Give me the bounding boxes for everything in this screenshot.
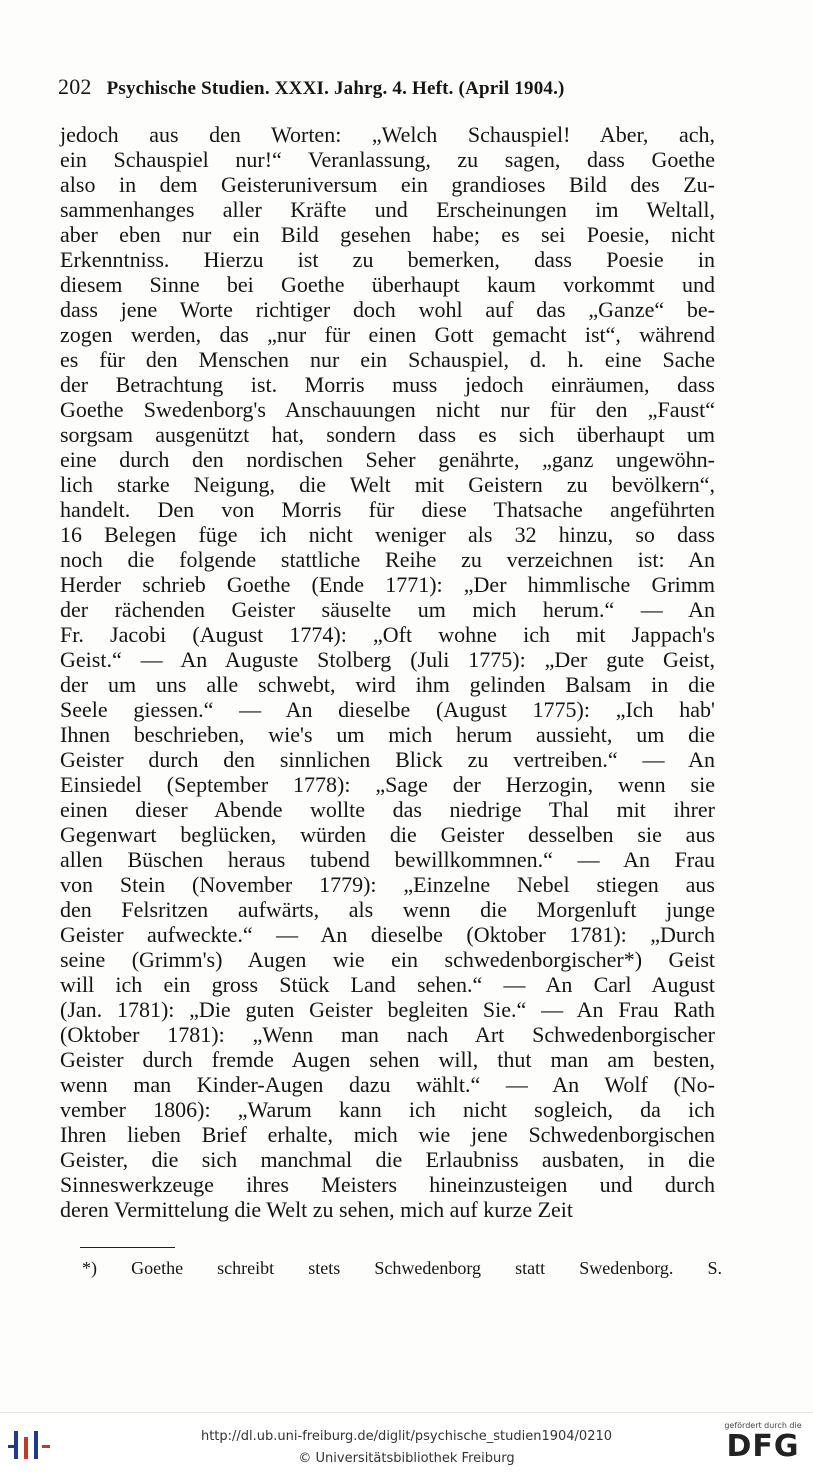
- page-number: 202: [58, 74, 92, 99]
- text-line: Geister durch den sinnlichen Blick zu vertreiben.“ — An: [60, 747, 715, 772]
- text-line: von Stein (November 1779): „Einzelne Nebel stiegen aus: [60, 872, 715, 897]
- text-line: vember 1806): „Warum kann ich nicht sogleich, da ich: [60, 1097, 715, 1122]
- text-line: dass jene Worte richtiger doch wohl auf das „Ganze“ be-: [60, 297, 715, 322]
- text-line: Seele giessen.“ — An dieselbe (August 1775): „Ich hab': [60, 697, 715, 722]
- text-line: aber eben nur ein Bild gesehen habe; es sei Poesie, nicht: [60, 222, 715, 247]
- text-line: der Betrachtung ist. Morris muss jedoch einräumen, dass: [60, 372, 715, 397]
- text-line: (Oktober 1781): „Wenn man nach Art Schwedenborgischer: [60, 1022, 715, 1047]
- text-line: (Jan. 1781): „Die guten Geister begleiten Sie.“ — An Frau Rath: [60, 997, 715, 1022]
- text-line: Geist.“ — An Auguste Stolberg (Juli 1775): „Der gute Geist,: [60, 647, 715, 672]
- text-line: Ihren lieben Brief erhalte, mich wie jene Schwedenborgischen: [60, 1122, 715, 1147]
- text-line: noch die folgende stattliche Reihe zu verzeichnen ist: An: [60, 547, 715, 572]
- text-line: Geister aufweckte.“ — An dieselbe (Oktober 1781): „Durch: [60, 922, 715, 947]
- copyright-notice: © Universitätsbibliothek Freiburg: [298, 1451, 515, 1466]
- text-line: jedoch aus den Worten: „Welch Schauspiel! Aber, ach,: [60, 122, 715, 147]
- text-line: Gegenwart beglücken, würden die Geister desselben sie aus: [60, 822, 715, 847]
- text-line: der um uns alle schwebt, wird ihm gelinden Balsam in die: [60, 672, 715, 697]
- text-line: Herder schrieb Goethe (Ende 1771): „Der himmlische Grimm: [60, 572, 715, 597]
- text-line: sorgsam ausgenützt hat, sondern dass es sich überhaupt um: [60, 422, 715, 447]
- text-line: sammenhanges aller Kräfte und Erscheinungen im Weltall,: [60, 197, 715, 222]
- text-line: 16 Belegen füge ich nicht weniger als 32 hinzu, so dass: [60, 522, 715, 547]
- text-line: wenn man Kinder-Augen dazu wählt.“ — An Wolf (No-: [60, 1072, 715, 1097]
- viewer-footer: [0, 1412, 813, 1474]
- text-line: der rächenden Geister säuselte um mich herum.“ — An: [60, 597, 715, 622]
- text-line: eine durch den nordischen Seher genährte, „ganz ungewöhn-: [60, 447, 715, 472]
- text-line: Geister durch fremde Augen sehen will, thut man am besten,: [60, 1047, 715, 1072]
- text-line: allen Büschen heraus tubend bewillkommnen.“ — An Frau: [60, 847, 715, 872]
- body-text: [60, 122, 715, 1222]
- text-line: Sinneswerkzeuge ihres Meisters hineinzusteigen und durch: [60, 1172, 715, 1197]
- footnote: *) Goethe schreibt stets Schwedenborg statt Swedenborg. S.: [82, 1258, 722, 1278]
- dfg-logo-text: DFG: [726, 1429, 800, 1464]
- text-line: es für den Menschen nur ein Schauspiel, d. h. eine Sache: [60, 347, 715, 372]
- text-line: handelt. Den von Morris für diese Thatsache angeführten: [60, 497, 715, 522]
- text-line: Ihnen beschrieben, wie's um mich herum aussieht, um die: [60, 722, 715, 747]
- text-line: Einsiedel (September 1778): „Sage der Herzogin, wenn sie: [60, 772, 715, 797]
- running-title: Psychische Studien. XXXI. Jahrg. 4. Heft. (April 1904.): [106, 78, 565, 99]
- text-line: Geister, die sich manchmal die Erlaubniss ausbaten, in die: [60, 1147, 715, 1172]
- text-line: den Felsritzen aufwärts, als wenn die Morgenluft junge: [60, 897, 715, 922]
- page-url[interactable]: http://dl.ub.uni-freiburg.de/diglit/psychische_studien1904/0210: [200, 1429, 613, 1444]
- text-line: Erkenntniss. Hierzu ist zu bemerken, dass Poesie in: [60, 247, 715, 272]
- text-line: zogen werden, das „nur für einen Gott gemacht ist“, während: [60, 322, 715, 347]
- text-line: einen dieser Abende wollte das niedrige Thal mit ihrer: [60, 797, 715, 822]
- text-line: also in dem Geisteruniversum ein grandioses Bild des Zu-: [60, 172, 715, 197]
- text-line: will ich ein gross Stück Land sehen.“ — An Carl August: [60, 972, 715, 997]
- text-line: deren Vermittelung die Welt zu sehen, mich auf kurze Zeit: [60, 1197, 574, 1222]
- text-line: diesem Sinne bei Goethe überhaupt kaum vorkommt und: [60, 272, 715, 297]
- text-line: lich starke Neigung, die Welt mit Geistern zu bevölkern“,: [60, 472, 715, 497]
- text-line: Goethe Swedenborg's Anschauungen nicht nur für den „Faust“: [60, 397, 715, 422]
- text-line: Fr. Jacobi (August 1774): „Oft wohne ich mit Jappach's: [60, 622, 715, 647]
- text-line: seine (Grimm's) Augen wie ein schwedenborgischer*) Geist: [60, 947, 715, 972]
- dfg-caption: gefördert durch die: [724, 1421, 802, 1430]
- text-line: ein Schauspiel nur!“ Veranlassung, zu sagen, dass Goethe: [60, 147, 715, 172]
- dfg-logo: [718, 1421, 808, 1471]
- page-header: [58, 74, 718, 100]
- footnote-rule: [80, 1247, 175, 1248]
